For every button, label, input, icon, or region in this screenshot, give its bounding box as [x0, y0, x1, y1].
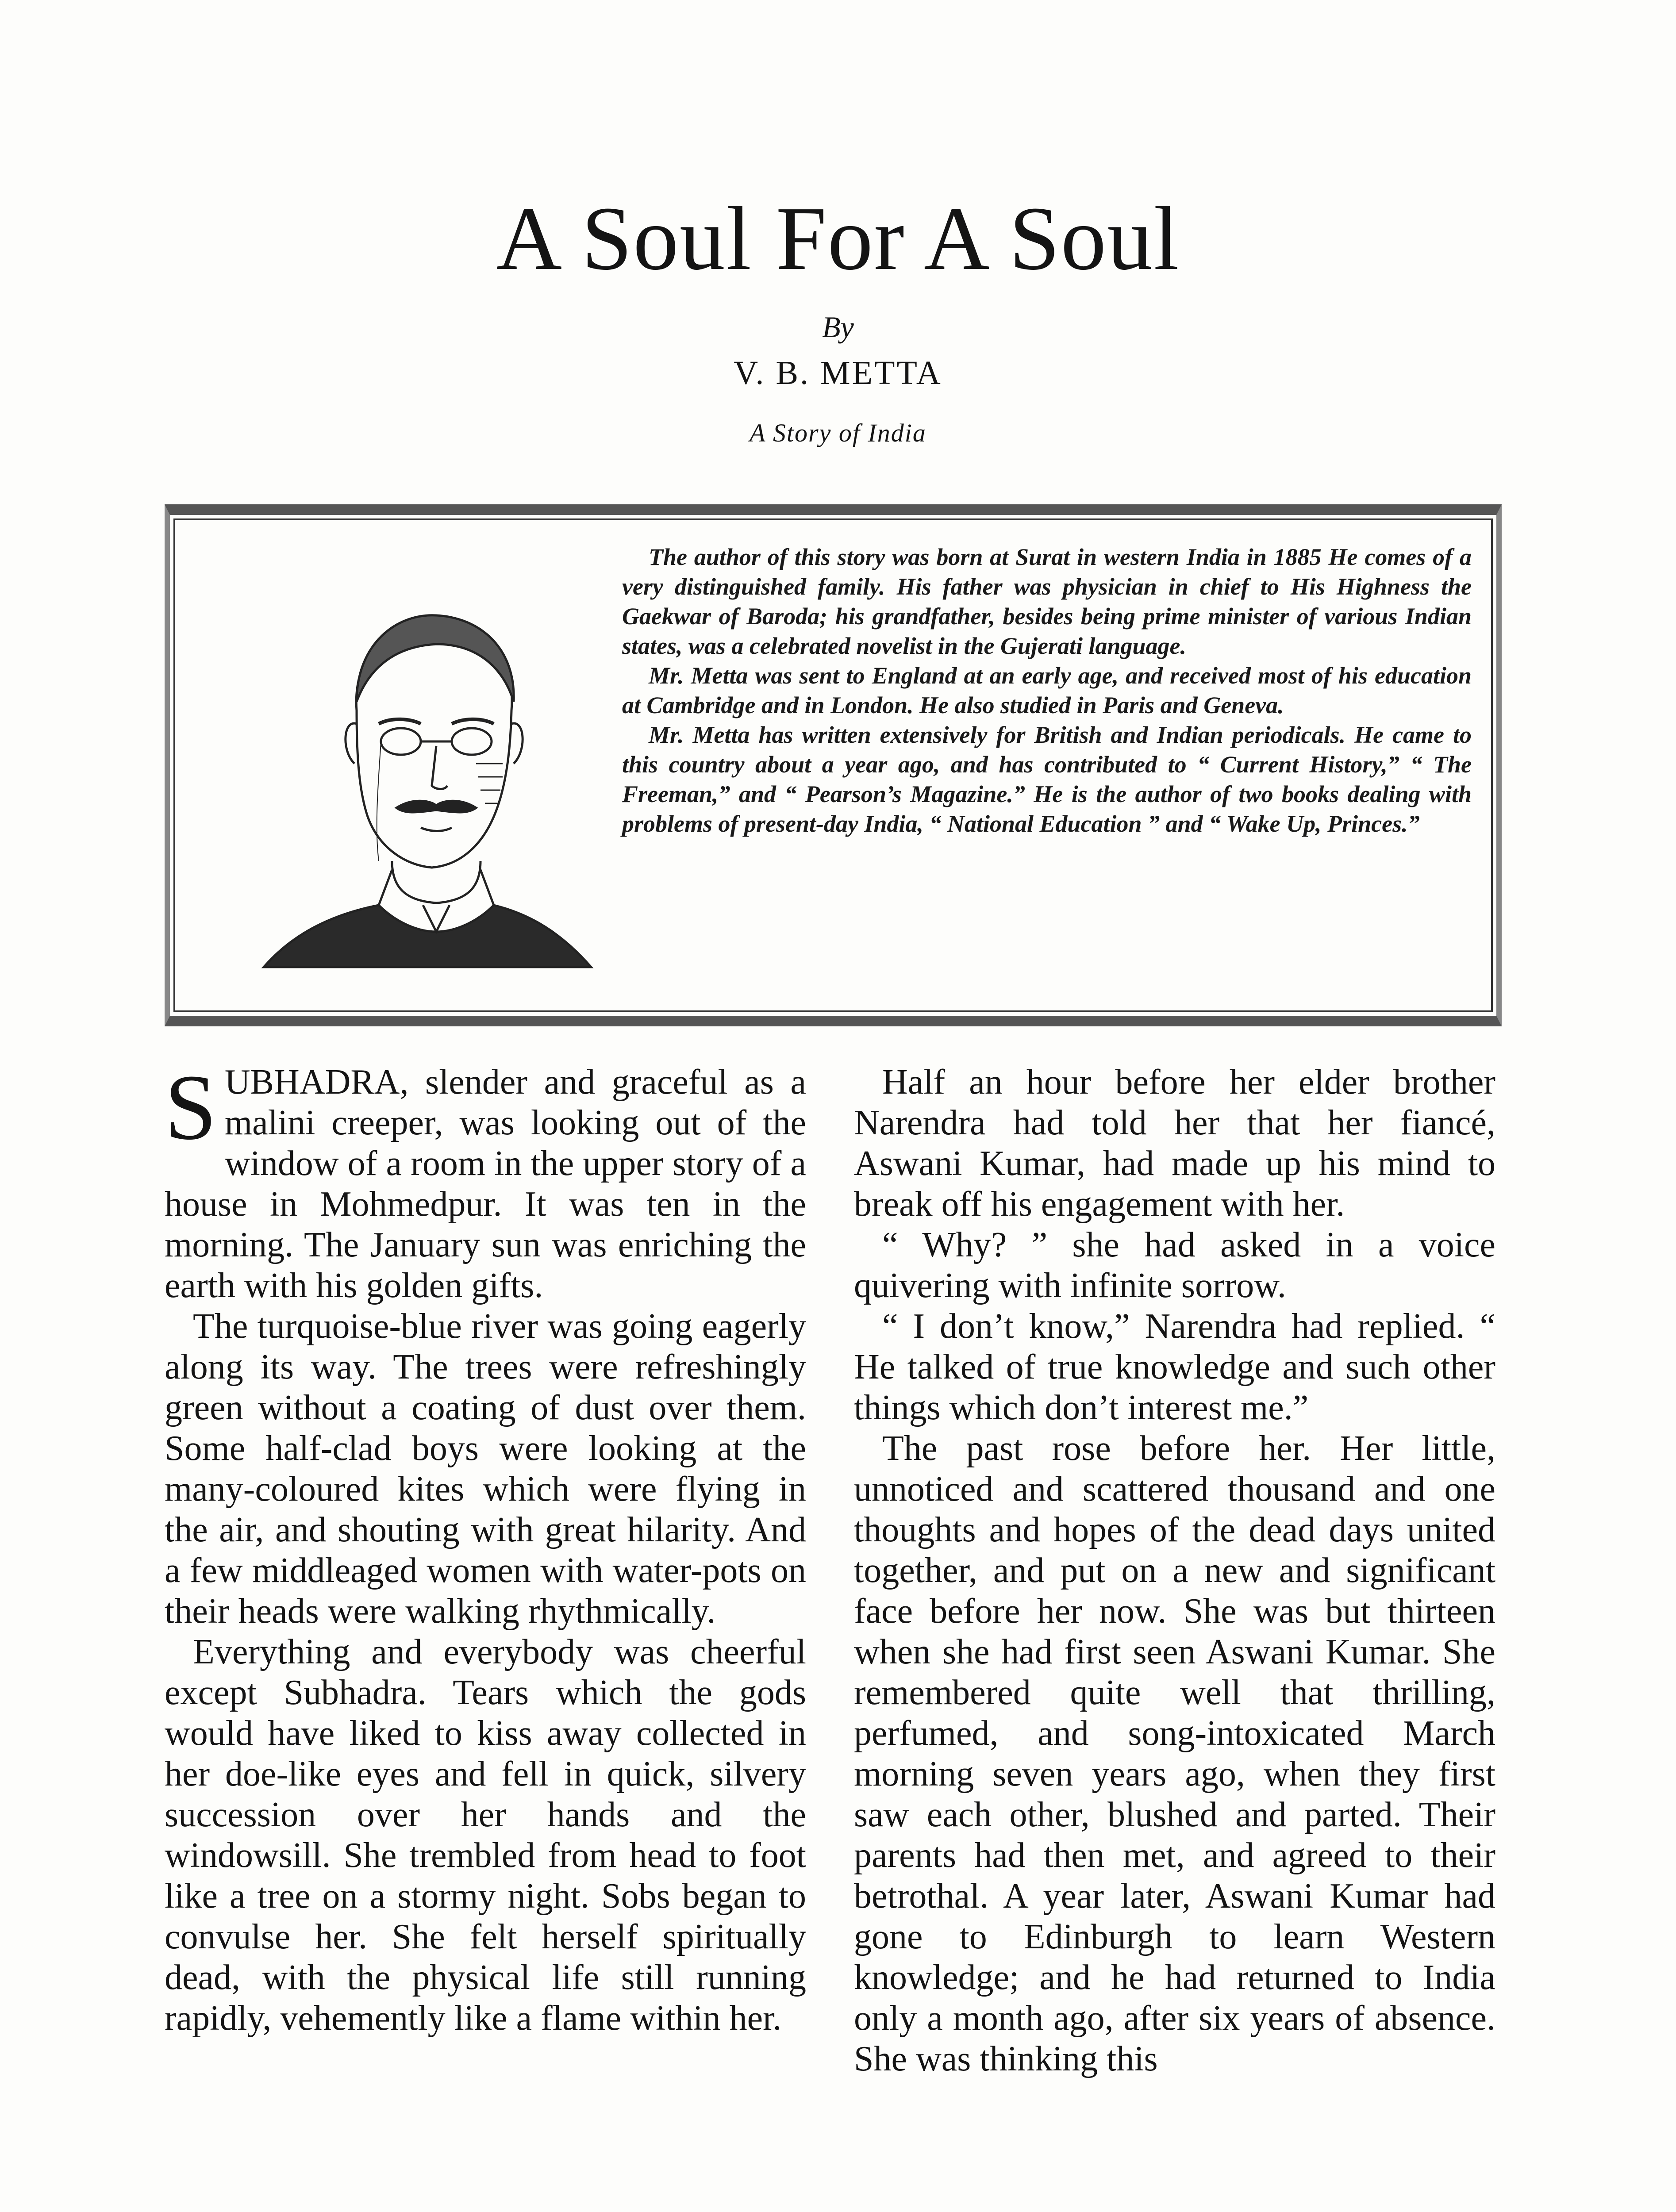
story-paragraph: The past rose before her. Her little, unnoticed and scattered thousand and one thoughts and hopes of the dead days united together, and put on a new and significant face before her now. She was but thirteen when she had first seen Aswani Kumar. She remembered quite well that thrilling, perfumed, and song-intoxicated March morning seven years ago, when they first saw each other, blushed and parted. Their parents had then met, and agreed to their betrothal. A year later, Aswani Kumar had gone to Edinburgh to learn Western knowledge; and he had returned to India only a month ago, after six years of absence. She was thinking this	[854, 1429, 1495, 2078]
story-paragraph: “ Why? ” she had asked in a voice quivering with infinite sorrow.	[854, 1225, 1495, 1305]
story-paragraph-text: UBHADRA, slender and graceful as a malini creeper, was looking out of the window of a room in the upper story of a house in Mohmedpur. It was ten in the morning. The January sun was enriching the earth with his golden gifts.	[165, 1063, 806, 1305]
byline-by: By	[822, 310, 854, 344]
author-bio-inner	[173, 518, 1493, 1012]
author-bio-text	[622, 542, 1472, 839]
drop-cap: S	[165, 1055, 217, 1159]
bio-paragraph: The author of this story was born at Surat in western India in 1885 He comes of a very distinguished family. His father was physician in chief to His Highness the Gaekwar of Baroda; his grandfather, besides being prime minister of various Indian states, was a celebrated novelist in the Gujerati language.	[622, 544, 1472, 659]
story-paragraph: Half an hour before her elder brother Narendra had told her that her fiancé, Aswani Kumar, had made up his mind to break off his engagement with her.	[854, 1063, 1495, 1224]
author-name: V. B. METTA	[734, 354, 942, 392]
story-paragraph: Everything and everybody was cheerful except Subhadra. Tears which the gods would have liked to kiss away collected in her doe-like eyes and fell in quick, silvery succession over her hands and the windowsill. She trembled from head to foot like a tree on a stormy night. Sobs began to convulse her. She felt herself spiritually dead, with the physical life still running rapidly, vehemently like a flame within her.	[165, 1632, 806, 2038]
bio-paragraph: Mr. Metta was sent to England at an early age, and received most of his education at Cambridge and in London. He also studied in Paris and Geneva.	[622, 662, 1472, 718]
story-paragraph	[165, 1055, 806, 1306]
story-paragraph: “ I don’t know,” Narendra had replied. “ He talked of true knowledge and such other things which don’t interest me.”	[854, 1307, 1495, 1427]
story-paragraph: The turquoise-blue river was going eagerly along its way. The trees were refreshingly green without a coating of dust over them. Some half-clad boys were looking at the many-coloured kites which were flying in the air, and shouting with great hilarity. And a few middleaged women with water-pots on their heads were walking rhythmically.	[165, 1307, 806, 1631]
author-portrait	[246, 578, 609, 976]
bio-paragraph: Mr. Metta has written extensively for British and Indian periodicals. He came to this country about a year ago, and has contributed to “ Current History,” “ The Freeman,” and “ Pearson’s Magazine.” He is the author of two books dealing with problems of present-day India, “ National Education ” and “ Wake Up, Princes.”	[622, 722, 1472, 837]
author-bio-box	[165, 504, 1502, 1026]
story-column-left	[165, 1055, 806, 2039]
article-title: A Soul For A Soul	[496, 188, 1180, 289]
article-subtitle: A Story of India	[750, 419, 926, 447]
story-column-right	[854, 1062, 1495, 2079]
